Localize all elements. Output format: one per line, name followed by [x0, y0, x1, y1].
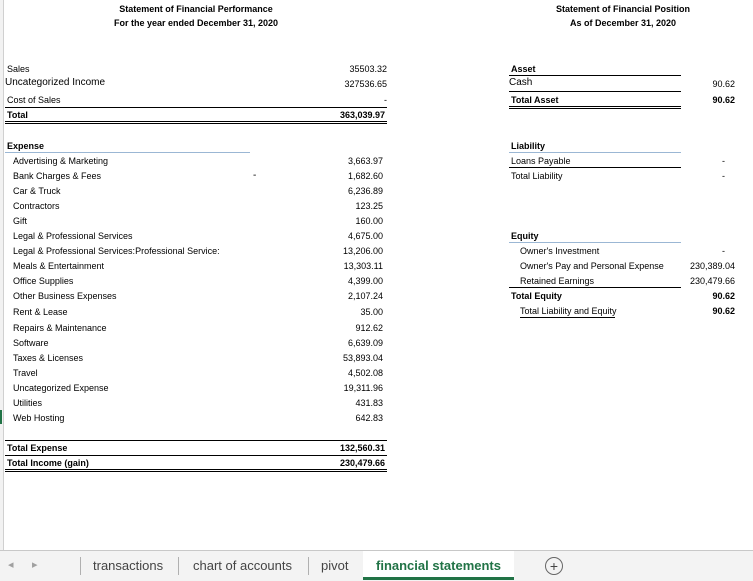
- expense-value: 123.25: [355, 201, 383, 211]
- asset-header-rule: [509, 75, 681, 76]
- sheet-tab-bar: [0, 550, 753, 581]
- expense-label: Legal & Professional Services:Professional Service:: [13, 246, 220, 256]
- expense-label: Advertising & Marketing: [13, 156, 109, 166]
- total-top-rule: [5, 107, 387, 108]
- equity-value: 230,389.04: [689, 261, 735, 271]
- expense-label: Taxes & Licenses: [13, 353, 84, 363]
- position-title: Statement of Financial Position: [555, 4, 690, 14]
- expense-label: Utilities: [13, 398, 43, 408]
- tab-separator: [308, 557, 309, 575]
- expense-label: Contractors: [13, 201, 60, 211]
- total-liability-top-rule: [509, 167, 681, 168]
- expense-label: Uncategorized Expense: [13, 383, 109, 393]
- total-liability-value: -: [722, 171, 725, 181]
- expense-value: 642.83: [355, 413, 383, 423]
- expense-value: 19,311.96: [343, 383, 383, 393]
- expense-label: Bank Charges & Fees: [13, 171, 102, 181]
- expense-value: 13,303.11: [343, 261, 383, 271]
- cash-label: Cash: [509, 77, 533, 88]
- expense-value: 1,682.60: [347, 171, 383, 181]
- revenue-label: Sales: [7, 64, 30, 74]
- total-liability-label: Total Liability: [511, 171, 563, 181]
- expense-value: 3,663.97: [347, 156, 383, 166]
- cash-value: 90.62: [712, 79, 735, 89]
- scroll-tabs-right-icon[interactable]: ▸: [32, 559, 38, 571]
- add-sheet-icon[interactable]: +: [545, 557, 563, 575]
- total-le-value: 90.62: [712, 306, 735, 316]
- expense-value: 431.83: [355, 398, 383, 408]
- expense-value: 35.00: [360, 307, 383, 317]
- expense-label: Web Hosting: [13, 413, 65, 423]
- performance-subtitle: For the year ended December 31, 2020: [113, 18, 279, 28]
- total-equity-label: Total Equity: [511, 291, 562, 301]
- total-le-underline: [520, 317, 615, 318]
- expense-label: Office Supplies: [13, 276, 74, 286]
- expense-label: Legal & Professional Services: [13, 231, 133, 241]
- tab-pivot[interactable]: pivot: [321, 558, 349, 573]
- equity-value: -: [722, 246, 725, 256]
- revenue-value: 35503.32: [349, 64, 387, 74]
- total-le-label: Total Liability and Equity: [520, 306, 617, 316]
- revenue-label: Cost of Sales: [7, 95, 61, 105]
- revenue-label: Uncategorized Income: [5, 77, 106, 88]
- total-income-top-rule: [5, 455, 387, 456]
- expense-value: 6,639.09: [347, 338, 383, 348]
- total-value: 363,039.97: [339, 110, 385, 120]
- expense-value: 2,107.24: [347, 291, 383, 301]
- revenue-value: -: [384, 95, 387, 105]
- tab-financial-statements[interactable]: financial statements: [363, 551, 514, 580]
- tab-transactions[interactable]: transactions: [93, 558, 164, 573]
- expense-value: 4,502.08: [347, 368, 383, 378]
- expense-label: Software: [13, 338, 49, 348]
- expense-label: Car & Truck: [13, 186, 61, 196]
- total-income-value: 230,479.66: [339, 458, 385, 468]
- liability-header-rule: [509, 152, 681, 153]
- total-asset-value: 90.62: [712, 95, 735, 105]
- total-asset-label: Total Asset: [511, 95, 559, 105]
- expense-label: Repairs & Maintenance: [13, 323, 107, 333]
- expense-label: Other Business Expenses: [13, 291, 117, 301]
- expense-value: 53,893.04: [342, 353, 383, 363]
- selected-row-marker: [0, 410, 2, 424]
- expense-value: 4,675.00: [347, 231, 383, 241]
- total-income-label: Total Income (gain): [7, 458, 89, 468]
- equity-value: 230,479.66: [689, 276, 735, 286]
- expense-label: Rent & Lease: [13, 307, 68, 317]
- performance-title: Statement of Financial Performance: [119, 4, 273, 14]
- position-subtitle: As of December 31, 2020: [569, 18, 677, 28]
- row-gutter: [0, 0, 4, 550]
- total-income-bottom-rule: [5, 469, 387, 472]
- total-bottom-rule: [5, 121, 387, 124]
- loans-label: Loans Payable: [511, 156, 571, 166]
- total-expense-top-rule: [5, 440, 387, 441]
- total-equity-top-rule: [509, 287, 681, 288]
- total-expense-value: 132,560.31: [339, 443, 385, 453]
- tab-separator: [178, 557, 179, 575]
- total-expense-label: Total Expense: [7, 443, 68, 453]
- liability-header: Liability: [511, 141, 546, 151]
- total-equity-value: 90.62: [712, 291, 735, 301]
- expense-value: 912.62: [355, 323, 383, 333]
- scroll-tabs-left-icon[interactable]: ◂: [8, 559, 14, 571]
- equity-label: Owner's Pay and Personal Expense: [520, 261, 664, 271]
- revenue-value: 327536.65: [344, 79, 387, 89]
- total-asset-top-rule: [509, 91, 681, 92]
- expense-label: Gift: [13, 216, 28, 226]
- total-asset-bottom-rule: [509, 106, 681, 109]
- expense-label: Meals & Entertainment: [13, 261, 105, 271]
- expense-value: 13,206.00: [342, 246, 383, 256]
- asset-header: Asset: [511, 64, 536, 74]
- tab-separator: [80, 557, 81, 575]
- loans-value: -: [722, 156, 725, 166]
- expense-value: 160.00: [355, 216, 383, 226]
- equity-label: Retained Earnings: [520, 276, 595, 286]
- expense-header: Expense: [7, 141, 45, 151]
- equity-header: Equity: [511, 231, 539, 241]
- tab-chart-of-accounts[interactable]: chart of accounts: [193, 558, 292, 573]
- equity-header-rule: [509, 242, 681, 243]
- expense-value: 4,399.00: [347, 276, 383, 286]
- expense-value: 6,236.89: [347, 186, 383, 196]
- expense-dash: -: [253, 170, 257, 181]
- equity-label: Owner's Investment: [520, 246, 600, 256]
- expense-header-rule: [5, 152, 250, 153]
- expense-label: Travel: [13, 368, 38, 378]
- total-label: Total: [7, 110, 28, 120]
